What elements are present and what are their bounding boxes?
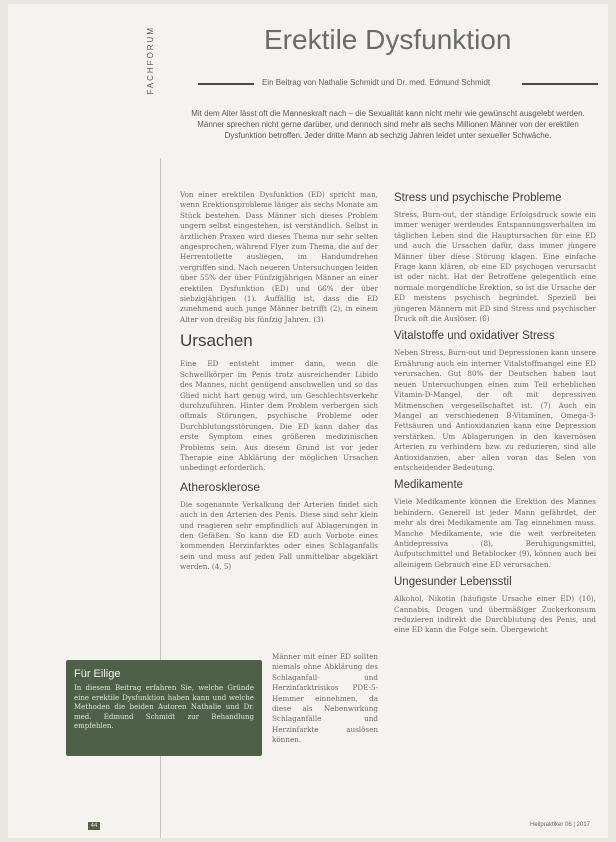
medikamente-paragraph: Viele Medikamente können die Erektion des Mannes behindern. Generell ist jeder Mann gefährdet, der mehr als drei Medikamente am Tag einnehmen muss. Manche Medikamente, wie die weit verbreiteten Antidepressiva (8), Beruhigungsmittel, Aufputschmittel und Betablocker (9), können auch bei alleinigem Gebrauch eine ED verursachen.: [394, 497, 596, 569]
heading-atherosklerose: Atherosklerose: [180, 479, 261, 494]
footer-issue: Heilpraktiker 06 | 2017: [530, 822, 590, 828]
narrow-paragraph: Männer mit einer ED sollten niemals ohne Abklärung des Schlaganfall- und Herzinfarktrisikos PDE-5-Hemmer einnehmen, da diese als Nebenwirkung Schlaganfälle und Herzinfarkte auslösen können.: [272, 652, 378, 745]
column-left-continued: [272, 652, 378, 746]
lebensstil-paragraph: Alkohol, Nikotin (häufigste Ursache einer ED) (10), Cannabis, Drogen und übermäßiger Zuckerkonsum reduzieren indirekt die Durchblutung des Penis, und eine ED kann die Folge sein. Übergewicht: [394, 594, 596, 635]
column-left: [180, 190, 378, 579]
atherosklerose-paragraph: Die sogenannte Verkalkung der Arterien findet sich auch in den Arterien des Penis. Diese sind sehr klein und reagieren sehr empfindlich auf Ablagerungen in den Gefäßen. So kann die ED auch Vorbote eines kommenden Herzinfarktes oder eines Schlaganfalls sein und muss auf jeden Fall unmittelbar abgeklärt werden. (4, 5): [180, 499, 378, 572]
summary-text: In diesem Beitrag erfahren Sie, welche Gründe eine erektile Dysfunktion haben kann und welche Methoden die beiden Autoren Nathalie und Dr. med. Edmund Schmidt zur Behandlung empfehlen.: [74, 684, 254, 731]
author-rule-left: [198, 83, 254, 85]
heading-lebensstil: Ungesunder Lebensstil: [394, 576, 512, 589]
author-rule-right: [522, 83, 598, 85]
summary-heading: Für Eilige: [74, 668, 121, 680]
lead-paragraph: Mit dem Alter lässt oft die Manneskraft nach – die Sexualität kann nicht mehr wie gewünscht ausgelebt werden. Männer sprechen nicht gerne darüber, und dennoch sind mehr als sechs Millionen Männer von der erektilen Dysfunktion betroffen. Jeder dritte Mann ab sechzig Jahren leidet unter sexueller Schwäche.: [191, 109, 585, 140]
heading-ursachen: Ursachen: [180, 331, 253, 351]
ursachen-paragraph: Eine ED entsteht immer dann, wenn die Schwellkörper im Penis trotz ausreichender Libido des Mannes, nicht genügend anschwellen und so das Glied nicht hart genug wird, um Geschlechtsverkehr durchzuführen. Hinter dem Problem verbergen sich oftmals Störungen, psychische Probleme oder Durchblutungsstörungen. Die ED kann daher das erste Symptom eines größeren medizinischen Problems sein. Aus diesem Grund ist vor jeder Therapie eine Abklärung der möglichen Ursachen unbedingt erforderlich.: [180, 359, 378, 473]
section-label: FACHFORUM: [146, 26, 155, 95]
intro-paragraph: Von einer erektilen Dysfunktion (ED) spricht man, wenn Erektionsprobleme länger als sechs Monate am Stück bestehen. Dass Männer sich dieses Problem ungern selbst eingestehen, ist verständlich. Selbst in ärztlichen Praxen wird dieses Thema nur sehr selten angesprochen, während Flyer zum Thema, die auf der Herrentoilette ausliegen, im Handumdrehen vergriffen sind. Nach neueren Untersuchungen leiden über 55% der über Fünfzigjährigen Männer an einer erektilen Dysfunktion (ED) und 66% der über siebzigjährigen (1). Auffällig ist, dass die ED zunehmend auch junge Männer betrifft (2), in einem Alter von dreißig bis fünfzig Jahren. (3): [180, 190, 378, 324]
vitalstoffe-paragraph: Neben Stress, Burn-out und Depressionen kann unsere Ernährung auch ein interner Vitalstoffmangel eine ED verursachen. Gut 80% der Deutschen haben laut neuen Untersuchungen einen zum Teil erheblichen Vitamin-D-Mangel, der oft mit depressiven Mitmenschen vergesellschaftet ist. (7) Auch ein Mangel an verschiedenen B-Vitaminen, Omega-3-Fettsäuren und Antioxidanzien kann eine Depression verstärken. Um Ablagerungen in den kavernösen Arterien zu verhindern bzw. zu reduzieren, sind alle Antioxidanzien, aber allen voran das Selen von entscheidender Bedeutung.: [394, 348, 596, 472]
page-number: 44: [88, 822, 100, 830]
author-text: Ein Beitrag von Nathalie Schmidt und Dr. med. Edmund Schmidt: [262, 78, 491, 87]
stress-paragraph: Stress, Burn-out, der ständige Erfolgsdruck sowie ein immer weniger werdendes Entspannungsverhalten im täglichen Leben sind die Hauptursachen für eine ED und auch die Ursachen dafür, dass immer jüngere Männer über diese Störung klagen. Eine einfache Frage kann klären, ob eine ED psychogen verursacht ist oder nicht. Hat der Betroffene gelegentlich eine normale morgendliche Erektion, so ist die Ursache der ED meistens psychisch begründet. Speziell bei jüngeren Männern mit ED sind Stress und psychischer Druck oft die Auslöser. (6): [394, 210, 596, 324]
article-title: Erektile Dysfunktion: [264, 24, 512, 55]
heading-vitalstoffe: Vitalstoffe und oxidativer Stress: [394, 330, 555, 343]
column-right: [394, 190, 596, 642]
heading-stress: Stress und psychische Probleme: [394, 192, 562, 204]
summary-box: [66, 660, 262, 756]
author-line: [198, 78, 598, 90]
magazine-page: [8, 4, 608, 838]
heading-medikamente: Medikamente: [394, 479, 464, 492]
